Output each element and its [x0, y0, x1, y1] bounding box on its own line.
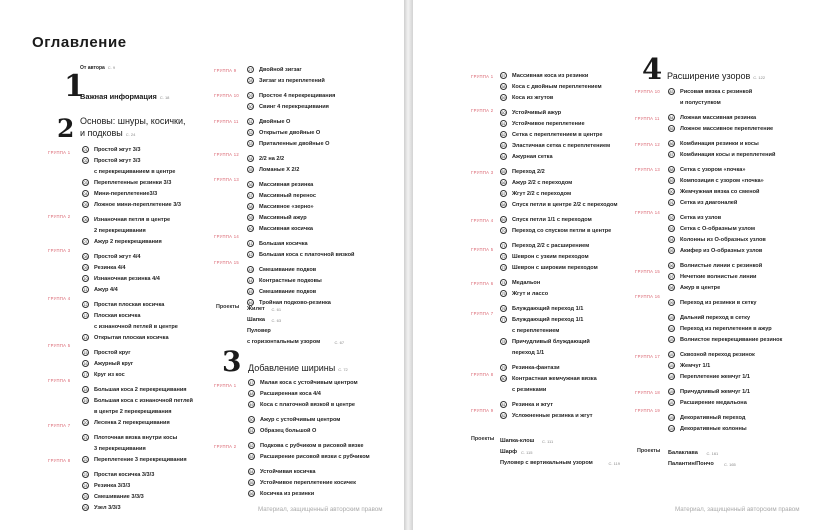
entry-number-badge: 86 — [669, 142, 674, 146]
entry-number-badge: 87 — [669, 153, 674, 157]
entry-title: Резинка-фантази — [512, 365, 560, 371]
group-label: ГРУППА 6 — [471, 281, 494, 286]
book-spine — [404, 0, 413, 530]
group-label: ГРУППА 12 — [635, 142, 660, 147]
entry-title: Резинка 3/3/3 — [94, 483, 131, 489]
entry-title: Большая коса с изнаночной петлей — [94, 398, 193, 404]
project-title: с горизонтальным узором — [247, 339, 321, 345]
entry-title: Контрастная жемчужная вязка — [512, 376, 597, 382]
entry-number-badge: 37 — [248, 194, 253, 198]
entry-number-badge: 57 — [501, 74, 506, 78]
entry-number-badge: 33 — [248, 142, 253, 146]
entry-number-badge: 100 — [669, 316, 675, 320]
entry-title: Эластичная сетка с переплетением — [512, 143, 611, 149]
entry-number-badge: 25 — [83, 495, 88, 499]
chapter-4-numeral: 4 — [642, 52, 663, 86]
entry-number-badge: 23 — [83, 473, 88, 477]
entry-title: Расширение рисовой вязки с рубчиком — [260, 454, 370, 460]
group-label: ГРУППА 1 — [48, 150, 71, 155]
intro-important-info[interactable]: Важная информация С. 18 — [80, 92, 170, 101]
entry-title: Жемчуг 1/1 — [680, 363, 711, 369]
group-label: ГРУППА 3 — [48, 248, 71, 253]
group-label: ГРУППА 6 — [48, 378, 71, 383]
group-label: ГРУППА 9 — [214, 68, 237, 73]
entry-title: Открытые двойные О — [259, 130, 321, 136]
entry-number-badge: 17 — [83, 373, 88, 377]
entry-number-badge: 01 — [83, 148, 88, 152]
entry-number-badge: 97 — [669, 275, 674, 279]
entry-number-badge: 90 — [669, 190, 674, 194]
left-page — [0, 0, 404, 530]
entry-title: Переплетенные резинки 3/3 — [94, 180, 172, 186]
entry-title: Причудливый блуждающий — [512, 339, 590, 345]
entry-title: Массивный перенос — [259, 193, 316, 199]
entry-number-badge: 15 — [83, 351, 88, 355]
entry-number-badge: 07 — [83, 240, 88, 244]
project-title: Пуловер — [247, 328, 271, 334]
entry-number-badge: 59 — [501, 96, 506, 100]
entry-number-badge: 31 — [248, 120, 253, 124]
entry-title: Изнаночная петля в центре — [94, 217, 171, 223]
entry-number-badge: 79 — [501, 366, 506, 370]
group-label: ГРУППА 5 — [48, 343, 71, 348]
entry-title: Большая косичка — [259, 241, 308, 247]
entry-number-badge: 22 — [83, 458, 88, 462]
group-label: ГРУППА 17 — [635, 354, 660, 359]
entry-number-badge: 43 — [248, 268, 253, 272]
entry-title: Декоративные колонны — [680, 426, 747, 432]
entry-number-badge: 72 — [501, 255, 506, 259]
entry-number-badge: 96 — [669, 264, 674, 268]
entry-title: Нечеткие волнистые линии — [680, 274, 757, 280]
entry-title: Медальон — [512, 280, 541, 286]
entry-title: Сетка из узлов — [680, 215, 722, 221]
entry-number-badge: 10 — [83, 277, 88, 281]
group-label: ГРУППА 10 — [214, 93, 239, 98]
entry-number-badge: 54 — [249, 470, 254, 474]
entry-title: Резинка и жгут — [512, 402, 553, 408]
entry-title: Коса из жгутов — [512, 95, 554, 101]
entry-title: Устойчивое переплетение косичек — [260, 480, 356, 486]
entry-number-badge: 73 — [501, 266, 506, 270]
entry-title: Образец большой О — [260, 428, 317, 434]
entry-number-badge: 62 — [501, 133, 506, 137]
entry-title: Ажур с устойчивым центром — [260, 417, 341, 423]
entry-title: Переход 2/2 — [512, 169, 545, 175]
entry-title: Шеврон с узким переходом — [512, 254, 589, 260]
project-title: Палантин/Пончо — [668, 461, 714, 467]
group-label: ГРУППА 9 — [471, 408, 494, 413]
entry-title: Жгут 2/2 с переходом — [512, 191, 572, 197]
entry-number-badge: 68 — [501, 203, 506, 207]
entry-number-badge: 19 — [83, 399, 88, 403]
entry-title: Переход 2/2 с расширением — [512, 243, 590, 249]
group-label: ГРУППА 7 — [48, 423, 71, 428]
entry-title: переход 1/1 — [512, 350, 545, 356]
entry-number-badge: 45 — [248, 290, 253, 294]
entry-number-badge: 89 — [669, 179, 674, 183]
entry-title: Контрастные подковы — [259, 278, 322, 284]
entry-title: Сквозной переход резинок — [680, 352, 755, 358]
entry-title: Изнаночная резинка 4/4 — [94, 276, 160, 282]
entry-title: Жгут и лассо — [512, 291, 549, 297]
entry-number-badge: 18 — [83, 388, 88, 392]
entry-number-badge: 02 — [83, 159, 88, 163]
entry-title: Ажур 4/4 — [94, 287, 118, 293]
entry-title: Ложное мини-переплетение 3/3 — [94, 202, 181, 208]
entry-number-badge: 101 — [669, 327, 675, 331]
group-label: ГРУППА 15 — [635, 269, 660, 274]
entry-title: Простая косичка 3/3/3 — [94, 472, 155, 478]
entry-title: Массивное «зерно» — [259, 204, 314, 210]
entry-title: Жемчужная вязка со сменой — [680, 189, 760, 195]
entry-number-badge: 104 — [669, 364, 675, 368]
entry-title: Рисовая вязка с резинкой — [680, 89, 753, 95]
entry-number-badge: 55 — [249, 481, 254, 485]
project-page: С. 161 — [706, 451, 719, 456]
entry-title: Усложненные резинка и жгут — [512, 413, 593, 419]
entry-title: Подкова с рубчиком в рисовой вязке — [260, 443, 364, 449]
entry-title: Косичка из резинки — [260, 491, 315, 497]
entry-title: Переход со спуском петли в центре — [512, 228, 612, 234]
entry-title: Устойчивая косичка — [260, 469, 316, 475]
entry-number-badge: 108 — [669, 416, 675, 420]
entry-number-badge: 40 — [248, 227, 253, 231]
entry-number-badge: 64 — [501, 155, 506, 159]
entry-number-badge: 41 — [248, 242, 253, 246]
entry-title: с изнаночной петлей в центре — [94, 324, 178, 330]
project-title: Шапка — [247, 317, 266, 323]
entry-title: Композиция с узором «почка» — [680, 178, 764, 184]
entry-number-badge: 47 — [249, 381, 254, 385]
footer-watermark: Материал, защищенный авторским правом — [258, 506, 383, 513]
group-label: ГРУППА 11 — [635, 116, 660, 121]
chapter-3-title[interactable]: Добавление ширины С. 72 — [248, 363, 348, 373]
entry-title: Двойные О — [259, 119, 291, 125]
entry-title: Массивная резинка — [259, 182, 314, 188]
entry-title: Коса с платочной вязкой в центре — [260, 402, 356, 408]
entry-number-badge: 109 — [669, 427, 675, 431]
group-label: ГРУППА 1 — [471, 74, 494, 79]
entry-number-badge: 74 — [501, 281, 506, 285]
chapter-4-title[interactable]: Расширение узоров С. 122 — [667, 71, 766, 81]
entry-title: Ажурная сетка — [512, 154, 553, 160]
entry-title: Лесенка 2 перекрещивания — [94, 420, 170, 426]
entry-title: Приталенные двойные О — [259, 141, 330, 147]
chapter-1-numeral: 1 — [64, 69, 85, 104]
entry-title: Переплетение жемчуг 1/1 — [680, 374, 750, 380]
entry-title: Малая коса с устойчивым центром — [260, 380, 358, 386]
project-page: С. 119 — [608, 461, 620, 466]
entry-number-badge: 91 — [669, 201, 674, 205]
entry-number-badge: 61 — [501, 122, 506, 126]
entry-title: Сетка с переплетением в центре — [512, 132, 603, 138]
project-title: Жилет — [247, 306, 265, 312]
entry-number-badge: 105 — [669, 375, 675, 379]
entry-number-badge: 09 — [83, 266, 88, 270]
entry-number-badge: 30 — [248, 105, 253, 109]
group-label: ГРУППА 18 — [635, 390, 660, 395]
entry-title: Простое 4 перекрещивания — [259, 93, 336, 99]
project-title: Шарф — [500, 449, 518, 455]
entry-title: 2/2 на 2/2 — [259, 156, 285, 162]
group-label: ГРУППА 8 — [471, 372, 494, 377]
entry-number-badge: 11 — [83, 288, 88, 292]
entry-title: Расширение медальона — [680, 400, 747, 406]
entry-number-badge: 102 — [669, 338, 675, 342]
entry-title: Тройная подково-резинка — [259, 300, 331, 306]
entry-title: с перекрещиванием в центре — [94, 169, 176, 175]
projects-label: Проекты — [216, 304, 240, 310]
page-title: Оглавление — [32, 34, 127, 51]
chapter-2-numeral: 2 — [57, 114, 75, 143]
entry-number-badge: 29 — [248, 94, 253, 98]
group-label: ГРУППА 7 — [471, 311, 494, 316]
entry-title: Волнистое перекрещивание резинок — [680, 337, 783, 343]
group-label: ГРУППА 15 — [214, 260, 239, 265]
entry-number-badge: 77 — [501, 318, 506, 322]
right-page — [413, 0, 817, 530]
entry-number-badge: 08 — [83, 255, 88, 259]
entry-title: Переход из резинки в сетку — [680, 300, 757, 306]
entry-number-badge: 42 — [248, 253, 253, 257]
entry-title: в центре 2 перекрещивания — [94, 409, 172, 415]
entry-number-badge: 84 — [669, 116, 674, 120]
projects-label: Проекты — [471, 436, 495, 442]
group-label: ГРУППА 16 — [635, 294, 660, 299]
project-page: С. 111 — [542, 439, 554, 444]
project-page: С. 115 — [521, 450, 533, 455]
entry-title: Плоская косичка — [94, 313, 141, 319]
entry-number-badge: 32 — [248, 131, 253, 135]
group-label: ГРУППА 13 — [214, 177, 239, 182]
entry-number-badge: 65 — [501, 170, 506, 174]
entry-number-badge: 35 — [248, 168, 253, 172]
entry-title: Колонны из О-образных узлов — [680, 237, 766, 243]
entry-title: Ажур в центре — [680, 285, 721, 291]
entry-title: Акифер из О-образных узлов — [680, 248, 763, 254]
entry-title: Спуск петли 1/1 с переходом — [512, 217, 592, 223]
entry-number-badge: 92 — [669, 216, 674, 220]
entry-number-badge: 71 — [501, 244, 506, 248]
entry-title: Массивный ажур — [259, 215, 307, 221]
entry-number-badge: 69 — [501, 218, 506, 222]
entry-number-badge: 39 — [248, 216, 253, 220]
entry-number-badge: 82 — [501, 414, 506, 418]
entry-number-badge: 38 — [248, 205, 253, 209]
entry-number-badge: 80 — [501, 377, 506, 381]
entry-number-badge: 63 — [501, 144, 506, 148]
project-title: Пуловер с вертикальным узором — [500, 460, 593, 466]
entry-title: 3 перекрещивания — [94, 446, 146, 452]
entry-number-badge: 46 — [248, 301, 253, 305]
entry-number-badge: 95 — [669, 249, 674, 253]
entry-number-badge: 99 — [669, 301, 674, 305]
group-label: ГРУППА 14 — [635, 210, 660, 215]
entry-number-badge: 03 — [83, 181, 88, 185]
entry-title: Зигзаг из переплетений — [259, 78, 325, 84]
project-page: С. 67 — [334, 340, 345, 345]
entry-title: Смешивание подков — [259, 267, 317, 273]
entry-title: и полуступком — [680, 100, 721, 106]
projects-label: Проекты — [637, 448, 661, 454]
entry-title: Узел 3/3/3 — [94, 505, 121, 511]
entry-number-badge: 27 — [248, 68, 253, 72]
entry-title: Сетка с узором «почка» — [680, 167, 746, 173]
entry-number-badge: 24 — [83, 484, 88, 488]
entry-number-badge: 93 — [669, 227, 674, 231]
entry-title: Двойной зигзаг — [259, 67, 302, 73]
group-label: ГРУППА 2 — [214, 444, 237, 449]
entry-number-badge: 106 — [669, 390, 675, 394]
entry-title: Дальний переход в сетку — [680, 315, 751, 321]
intro-author[interactable]: От автора С. 9 — [80, 65, 116, 71]
entry-title: Переход из переплетения в ажур — [680, 326, 772, 332]
entry-number-badge: 14 — [83, 336, 88, 340]
entry-number-badge: 85 — [669, 127, 674, 131]
entry-number-badge: 76 — [501, 307, 506, 311]
entry-title: Простой жгут 3/3 — [94, 158, 141, 164]
entry-title: Блуждающий переход 1/1 — [512, 317, 584, 323]
entry-number-badge: 34 — [248, 157, 253, 161]
entry-number-badge: 04 — [83, 192, 88, 196]
entry-number-badge: 107 — [669, 401, 675, 405]
entry-number-badge: 66 — [501, 181, 506, 185]
entry-number-badge: 83 — [669, 90, 674, 94]
entry-title: Массивная коса из резинки — [512, 73, 589, 79]
entry-title: Ложная массивная резинка — [680, 115, 757, 121]
entry-title: 2 перекрещивания — [94, 228, 146, 234]
entry-title: Мини-переплетение3/3 — [94, 191, 158, 197]
entry-number-badge: 58 — [501, 85, 506, 89]
project-title: Балаклава — [668, 450, 698, 456]
entry-title: Простой круг — [94, 350, 131, 356]
group-label: ГРУППА 13 — [635, 167, 660, 172]
entry-number-badge: 13 — [83, 314, 88, 318]
group-label: ГРУППА 12 — [214, 152, 239, 157]
footer-watermark: Материал, защищенный авторским правом — [675, 506, 800, 513]
project-page: С. 61 — [271, 307, 282, 312]
entry-number-badge: 70 — [501, 229, 506, 233]
entry-title: с резинками — [512, 387, 547, 393]
entry-number-badge: 60 — [501, 111, 506, 115]
group-label: ГРУППА 19 — [635, 408, 660, 413]
project-title: Шапка-клош — [500, 438, 535, 444]
entry-title: Массивная косичка — [259, 226, 314, 232]
entry-number-badge: 26 — [83, 506, 88, 510]
project-page: С. 165 — [724, 462, 736, 467]
entry-title: Комбинация резинки и косы — [680, 141, 759, 147]
entry-title: Переплетение 3 перекрещивания — [94, 457, 187, 463]
chapter-2-title[interactable]: Основы: шнуры, косички, и подковы С. 24 — [80, 116, 186, 138]
group-label: ГРУППА 1 — [214, 383, 237, 388]
group-label: ГРУППА 11 — [214, 119, 239, 124]
entry-title: Сетка из диагоналей — [680, 200, 738, 206]
entry-number-badge: 05 — [83, 203, 88, 207]
entry-title: Сетка с О-образным узлом — [680, 226, 755, 232]
entry-title: Смешивание 3/3/3 — [94, 494, 144, 500]
entry-number-badge: 52 — [249, 444, 254, 448]
entry-number-badge: 49 — [249, 403, 254, 407]
entry-number-badge: 28 — [248, 79, 253, 83]
entry-title: Волнистые линии с резинкой — [680, 263, 763, 269]
entry-title: Коса с двойным переплетением — [512, 84, 602, 90]
entry-title: Ажур 2 перекрещивания — [94, 239, 162, 245]
entry-title: Большая коса с платочной вязкой — [259, 252, 355, 258]
entry-title: Простой жгут 4/4 — [94, 254, 141, 260]
entry-title: Спуск петли в центре 2/2 с переходом — [512, 202, 618, 208]
entry-title: Расширенная коса 4/4 — [260, 391, 321, 397]
group-label: ГРУППА 8 — [48, 458, 71, 463]
entry-title: Смешивание подков — [259, 289, 317, 295]
entry-title: Плоточная вязка внутри косы — [94, 435, 178, 441]
chapter-3-numeral: 3 — [222, 345, 242, 378]
entry-title: Круг из кос — [94, 372, 125, 378]
entry-number-badge: 81 — [501, 403, 506, 407]
entry-title: Открытая плоская косичка — [94, 335, 169, 341]
entry-title: Декоративный переход — [680, 415, 746, 421]
entry-number-badge: 12 — [83, 303, 88, 307]
entry-number-badge: 06 — [83, 218, 88, 222]
group-label: ГРУППА 5 — [471, 247, 494, 252]
entry-number-badge: 53 — [249, 455, 254, 459]
entry-number-badge: 51 — [249, 429, 254, 433]
entry-title: Устойчивое переплетение — [512, 121, 585, 127]
entry-title: Устойчивый ажур — [512, 110, 562, 116]
entry-title: Шеврон с широким переходом — [512, 265, 598, 271]
entry-number-badge: 20 — [83, 421, 88, 425]
entry-number-badge: 48 — [249, 392, 254, 396]
entry-number-badge: 67 — [501, 192, 506, 196]
entry-number-badge: 75 — [501, 292, 506, 296]
group-label: ГРУППА 2 — [471, 108, 494, 113]
group-label: ГРУППА 4 — [48, 296, 71, 301]
entry-number-badge: 78 — [501, 340, 506, 344]
entry-number-badge: 56 — [249, 492, 254, 496]
entry-title: Комбинация косы и переплетений — [680, 152, 776, 158]
entry-number-badge: 16 — [83, 362, 88, 366]
entry-title: с переплетением — [512, 328, 560, 334]
group-label: ГРУППА 3 — [471, 170, 494, 175]
entry-number-badge: 50 — [249, 418, 254, 422]
entry-title: Ломаные Х 2/2 — [259, 167, 300, 173]
entry-title: Причудливый жемчуг 1/1 — [680, 389, 750, 395]
entry-title: Ажурный круг — [94, 361, 134, 367]
entry-title: Простой жгут 3/3 — [94, 147, 141, 153]
entry-number-badge: 88 — [669, 168, 674, 172]
entry-title: Резинка 4/4 — [94, 265, 126, 271]
project-page: С. 63 — [271, 318, 282, 323]
entry-title: Большая коса 2 перекрещивания — [94, 387, 187, 393]
entry-title: Свинг 4 перекрещивания — [259, 104, 329, 110]
group-label: ГРУППА 14 — [214, 234, 239, 239]
entry-title: Ажур 2/2 с переходом — [512, 180, 573, 186]
entry-number-badge: 44 — [248, 279, 253, 283]
entry-title: Блуждающий переход 1/1 — [512, 306, 584, 312]
entry-number-badge: 94 — [669, 238, 674, 242]
entry-number-badge: 21 — [83, 436, 88, 440]
group-label: ГРУППА 2 — [48, 214, 71, 219]
entry-number-badge: 98 — [669, 286, 674, 290]
entry-title: Ложное массивное переплетение — [680, 126, 774, 132]
group-label: ГРУППА 4 — [471, 218, 494, 223]
group-label: ГРУППА 10 — [635, 89, 660, 94]
entry-title: Простая плоская косичка — [94, 302, 165, 308]
entry-number-badge: 36 — [248, 183, 253, 187]
entry-number-badge: 103 — [669, 353, 675, 357]
